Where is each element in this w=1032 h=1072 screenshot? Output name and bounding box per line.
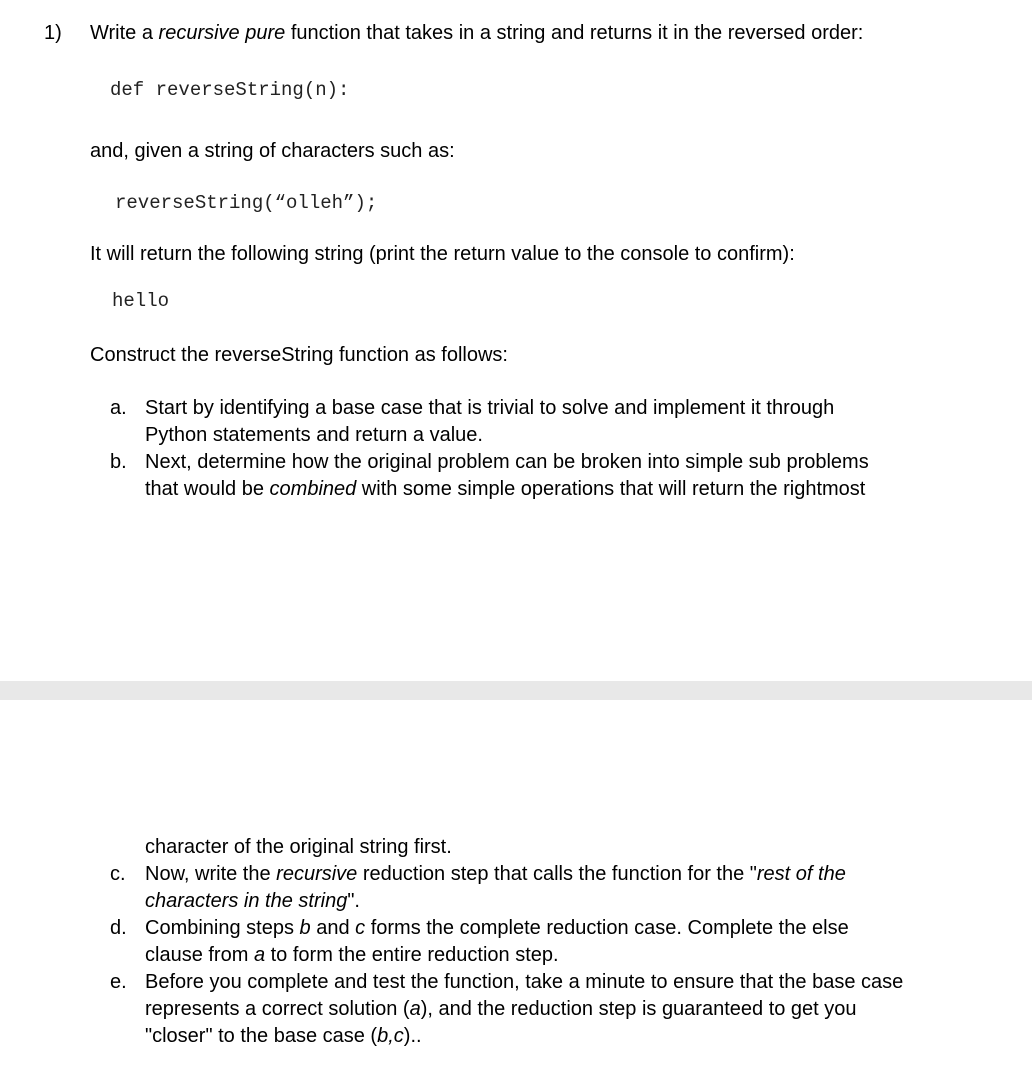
step-b-line-2-start: that would be xyxy=(145,478,270,500)
step-e-italic-bc: b,c xyxy=(377,1025,404,1047)
step-e-line-3 xyxy=(145,1023,422,1050)
page-break xyxy=(0,681,1032,700)
step-d-line-1-and: and xyxy=(310,917,356,939)
step-c-line-1-mid: reduction step that calls the function for the " xyxy=(357,863,757,885)
question-number: 1) xyxy=(44,22,62,44)
step-b-line-3: character of the original string first. xyxy=(145,836,452,858)
step-d-italic-b: b xyxy=(299,917,311,939)
step-b-line-2 xyxy=(145,476,865,503)
step-c-line-1-start: Now, write the xyxy=(145,863,277,885)
step-a-letter: a. xyxy=(110,397,127,419)
step-c-line-1 xyxy=(145,861,846,888)
returns-text: It will return the following string (print the return value to the console to confirm): xyxy=(90,243,795,265)
intro-text-start: Write a xyxy=(90,22,159,44)
step-e-line-3-end: ).. xyxy=(403,1025,422,1047)
step-e-line-2 xyxy=(145,996,857,1023)
step-e-italic-a: a xyxy=(409,998,421,1020)
step-d-line-2-end: to form the entire reduction step. xyxy=(265,944,559,966)
step-d-line-1-start: Combining steps xyxy=(145,917,300,939)
step-b-line-2-end: with some simple operations that will return the rightmost xyxy=(356,478,866,500)
step-c-letter: c. xyxy=(110,863,126,885)
construct-text: Construct the reverseString function as follows: xyxy=(90,344,508,366)
step-e-line-2-end: ), and the reduction step is guaranteed to get you xyxy=(420,998,857,1020)
step-c-italic-rest: rest of the xyxy=(756,863,846,885)
step-d-italic-c: c xyxy=(355,917,366,939)
intro-text-end: function that takes in a string and returns it in the reversed order: xyxy=(285,22,864,44)
function-signature: def reverseString(n): xyxy=(110,79,350,101)
step-e-line-2-start: represents a correct solution ( xyxy=(145,998,410,1020)
step-b-letter: b. xyxy=(110,451,127,473)
given-text: and, given a string of characters such as: xyxy=(90,140,455,162)
step-d-line-1-end: forms the complete reduction case. Complete the else xyxy=(365,917,849,939)
step-d-italic-a: a xyxy=(253,944,266,966)
question-intro xyxy=(90,20,863,47)
step-b-line-1: Next, determine how the original problem can be broken into simple sub problems xyxy=(145,451,869,473)
step-e-letter: e. xyxy=(110,971,127,993)
step-c-line-2-end: ". xyxy=(347,890,360,912)
output-example: hello xyxy=(112,290,170,312)
step-d-line-1 xyxy=(145,915,849,942)
call-example: reverseString(“olleh”); xyxy=(115,192,378,214)
step-c-line-2 xyxy=(145,888,360,915)
step-e-line-1: Before you complete and test the function, take a minute to ensure that the base case xyxy=(145,971,904,993)
step-a-line-2: Python statements and return a value. xyxy=(145,424,483,446)
step-b-italic: combined xyxy=(269,478,357,500)
intro-italic: recursive pure xyxy=(158,22,286,44)
step-a-line-1: Start by identifying a base case that is trivial to solve and implement it through xyxy=(145,397,835,419)
step-e-line-3-start: "closer" to the base case ( xyxy=(145,1025,378,1047)
step-d-letter: d. xyxy=(110,917,127,939)
step-d-line-2-start: clause from xyxy=(145,944,254,966)
step-c-italic-characters: characters in the string xyxy=(145,890,348,912)
step-d-line-2 xyxy=(145,942,559,969)
step-c-italic-recursive: recursive xyxy=(276,863,358,885)
